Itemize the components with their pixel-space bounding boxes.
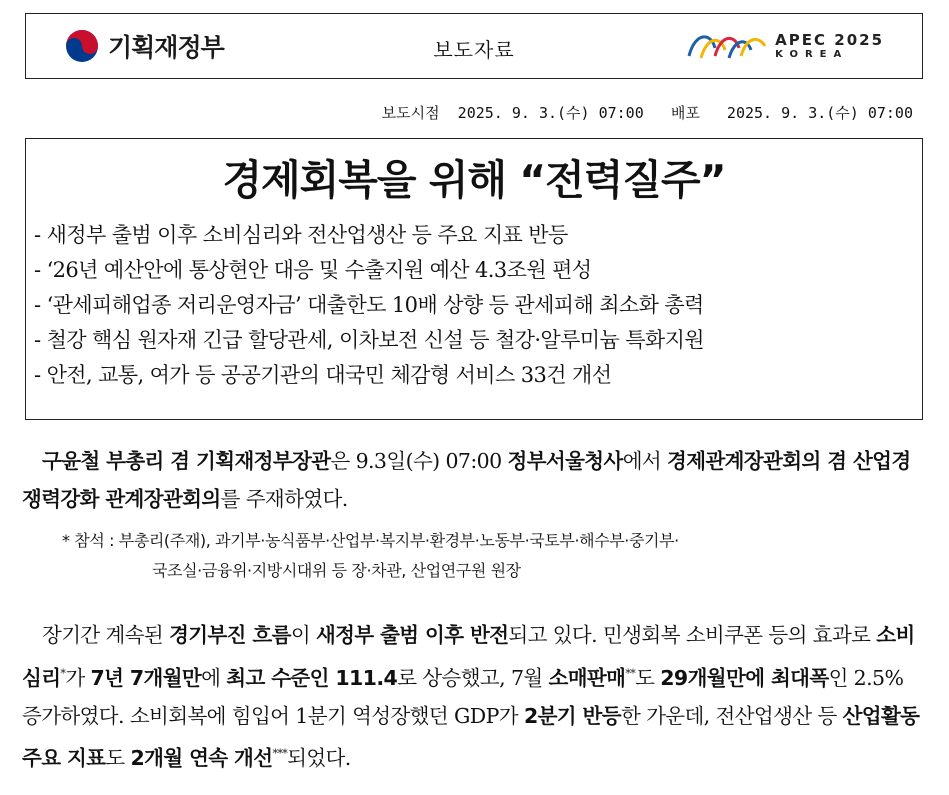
footnote-mark: *** <box>272 747 288 761</box>
body-paragraph <box>22 616 926 778</box>
summary-bullets <box>26 218 922 393</box>
apec-logo <box>685 26 884 66</box>
emphasis: 2분기 반등 <box>523 703 621 728</box>
release-time: 2025. 9. 3.(수) 07:00 <box>457 104 644 122</box>
minister-name: 구윤철 부총리 겸 기획재정부장관 <box>42 449 331 473</box>
release-info <box>382 102 913 123</box>
summary-bullet: - 새정부 출범 이후 소비심리와 전산업생산 등 주요 지표 반등 <box>34 223 568 247</box>
text-span: 로 상승했고, 7월 <box>397 665 549 690</box>
emphasis: 7년 7개월만 <box>90 665 202 690</box>
lead-paragraph <box>22 442 924 518</box>
emphasis: 소매판매 <box>548 665 626 690</box>
note-line: * 참석 : 부총리(주재), 과기부·농식품부·산업부·복지부·환경부·노동부·국토부·해수부·중기부· <box>62 531 679 550</box>
venue: 정부서울청사 <box>507 449 623 473</box>
doc-type-title: 보도자료 <box>433 38 515 62</box>
text-span: 도 <box>105 746 131 771</box>
summary-bullet: - ‘26년 예산안에 통상현안 대응 및 수출지원 예산 4.3조원 편성 <box>34 258 592 282</box>
text-span: 장기간 계속된 <box>42 623 170 647</box>
summary-bullet: - ‘관세피해업종 저리운영자금’ 대출한도 10배 상향 등 관세피해 최소화 총력 <box>34 293 704 317</box>
ministry-name: 기획재정부 <box>108 33 224 62</box>
emphasis: 2개월 연속 개선 <box>130 746 273 771</box>
text-span: 에 <box>201 665 227 690</box>
emphasis: 최고 수준인 111.4 <box>226 665 398 690</box>
emphasis: 경기부진 흐름 <box>169 623 291 647</box>
text-span: 한 가운데, 전산업생산 등 <box>620 703 843 728</box>
note-line: 국조실·금융위·지방시대위 등 장·차관, 산업연구원 원장 <box>152 561 521 580</box>
distribution-label: 배포 <box>670 104 700 122</box>
footnote-mark: * <box>60 666 66 680</box>
emphasis: 29개월만에 최대폭 <box>660 665 829 690</box>
distribution-time: 2025. 9. 3.(수) 07:00 <box>726 104 913 122</box>
footnote-mark: ** <box>625 666 636 680</box>
text-span: 도 <box>635 665 661 690</box>
emphasis: 소비심리 <box>22 623 915 690</box>
meeting-name: 경제관계장관회의 겸 산업경쟁력강화 관계장관회의 <box>22 449 911 511</box>
summary-bullet: - 철강 핵심 원자재 긴급 할당관세, 이차보전 신설 등 철강·알루미늄 특화지원 <box>34 328 704 352</box>
text-span: 에서 <box>622 449 668 473</box>
release-time-label: 보도시점 <box>381 104 440 122</box>
emphasis: 산업활동 주요 지표 <box>22 703 920 771</box>
text-span: 은 9.3일(수) 07:00 <box>330 449 508 473</box>
summary-bullet: - 안전, 교통, 여가 등 공공기관의 대국민 체감형 서비스 33건 개선 <box>34 363 612 387</box>
apec-emblem-icon <box>685 26 769 66</box>
apec-title: APEC 2025 <box>775 31 884 50</box>
attendee-note <box>62 526 679 586</box>
header-box <box>25 13 923 79</box>
text-span: 를 주재하였다. <box>220 487 348 511</box>
emphasis: 새정부 출범 이후 반전 <box>315 623 509 647</box>
headline: 경제회복을 위해 “전력질주” <box>222 156 726 204</box>
summary-box <box>25 138 923 420</box>
text-span: 되고 있다. 민생회복 소비쿠폰 등의 효과로 <box>508 623 877 647</box>
apec-subtitle: KOREA <box>775 48 849 60</box>
text-span: 이 <box>290 623 316 647</box>
text-span: 가 <box>65 665 91 690</box>
text-span: 되었다. <box>287 746 351 771</box>
text-span: 인 2.5% 증가하였다. 소비회복에 힘입어 1분기 역성장했던 GDP가 <box>22 665 904 728</box>
